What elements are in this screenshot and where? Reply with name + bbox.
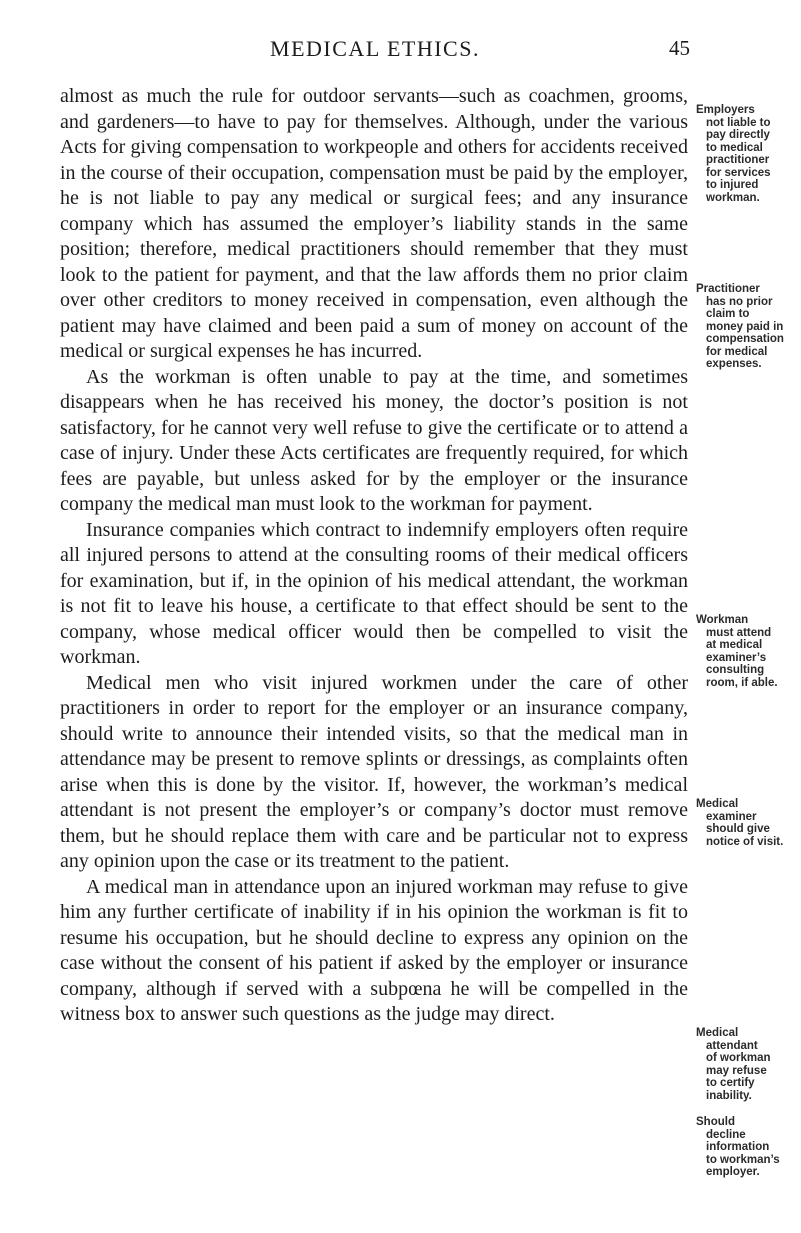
sidenote-refuse-to-certify	[696, 1027, 798, 1102]
sidenote-employers-not-liable	[696, 104, 798, 204]
body-text	[60, 84, 688, 1028]
sidenote-line: examiner’s	[706, 651, 767, 664]
paragraph-3: Insurance companies which contract to indemnify employers often require all injured persons to attend at the consulting rooms of their medical officers for examination, but if, in the opinion of his medical attendant, the workman is not fit to leave his house, a certificate to that effect should be sent to the company, whose medical officer would then be compelled to visit the workman.	[60, 518, 688, 668]
sidenote-line: Practitioner	[696, 283, 760, 295]
sidenote-line: for services	[706, 166, 771, 179]
running-title: MEDICAL ETHICS.	[270, 36, 480, 61]
sidenote-line: compensation	[706, 333, 784, 345]
sidenote-line: money paid in	[706, 320, 784, 333]
sidenote-line: pay directly	[706, 129, 770, 141]
sidenote-line: claim to	[706, 308, 750, 320]
sidenote-line: consulting	[706, 664, 765, 676]
sidenote-line: examiner	[706, 810, 757, 823]
sidenote-notice-of-visit	[696, 798, 798, 848]
page-number: 45	[669, 36, 690, 60]
paragraph-2: As the workman is often unable to pay at the time, and sometimes disappears when he has received his money, the doctor’s position is not satisfactory, for he cannot very well refuse to give the certificate or to attend a case of injury. Under these Acts certificates are frequently required, for which fees are payable, but unless asked for by the employer or the insurance company the medical man must look to the workman for payment.	[60, 365, 688, 515]
paragraph-5: A medical man in attendance upon an injured workman may refuse to give him any further certificate of inability if in his opinion the workman is fit to resume his occupation, but he should decline to express any opinion on the case without the consent of his patient if asked by the employer or insurance company, although if served with a subpœna he will be compelled in the witness box to answer such questions as the judge may direct.	[60, 875, 688, 1025]
sidenote-line: practitioner	[706, 154, 770, 166]
sidenote-line: Workman	[696, 614, 749, 626]
sidenote-attend-consulting-room	[696, 614, 798, 689]
sidenote-line: workman.	[706, 191, 760, 204]
paragraph-4: Medical men who visit injured workmen under the care of other practitioners in order to report for the employer or an insurance company, should write to announce their intended visits, so that the medical man in attendance may be present to remove splints or dressings, as complaints often arise when this is done by the visitor. If, however, the workman’s medical attendant is not present the employer’s or company’s doctor must remove them, but he should replace them with care and be particular not to express any opinion upon the case or its treatment to the patient.	[60, 671, 688, 872]
sidenote-line: Should	[696, 1116, 735, 1128]
sidenote-line: for medical	[706, 345, 768, 358]
sidenote-line: inability.	[706, 1089, 752, 1102]
sidenote-line: of workman	[706, 1052, 771, 1064]
sidenote-line: not liable to	[706, 116, 771, 129]
sidenote-line: decline	[706, 1128, 746, 1141]
sidenote-line: at medical	[706, 639, 763, 651]
sidenote-line: should give	[706, 823, 770, 835]
sidenote-line: expenses.	[706, 358, 762, 370]
sidenote-line: room, if able.	[706, 676, 778, 689]
paragraph-1: almost as much the rule for outdoor servants—such as coachmen, grooms, and gardeners—to have to pay for themselves. Although, under the various Acts for giving compensation to workpeople and others for accidents received in the course of their occupation, compensation must be paid by the employer, he is not liable to pay any medical or surgical fees; and any insurance company which has assumed the employer’s liability stands in the same position; therefore, medical practitioners should remember that they must look to the patient for payment, and that the law affords them no prior claim over other creditors to money received in compensation, even although the patient may have claimed and been paid a sum of money on account of the medical or surgical expenses he has incurred.	[60, 85, 688, 362]
sidenote-line: to medical	[706, 141, 763, 154]
sidenote-line: Employers	[696, 104, 755, 116]
sidenote-line: Medical	[696, 1027, 739, 1039]
sidenote-line: Medical	[696, 798, 739, 810]
sidenote-line: to injured	[706, 179, 759, 191]
sidenote-no-prior-claim	[696, 283, 798, 371]
sidenote-decline-information	[696, 1116, 798, 1179]
sidenote-line: may refuse	[706, 1064, 767, 1077]
sidenote-line: to workman’s	[706, 1153, 780, 1166]
sidenote-line: information	[706, 1141, 770, 1153]
sidenote-line: notice of visit.	[706, 835, 784, 848]
sidenote-line: has no prior	[706, 295, 773, 308]
sidenote-line: attendant	[706, 1039, 758, 1052]
running-head	[60, 36, 690, 66]
sidenote-line: must attend	[706, 626, 772, 639]
sidenote-line: to certify	[706, 1077, 755, 1089]
sidenote-line: employer.	[706, 1166, 760, 1178]
